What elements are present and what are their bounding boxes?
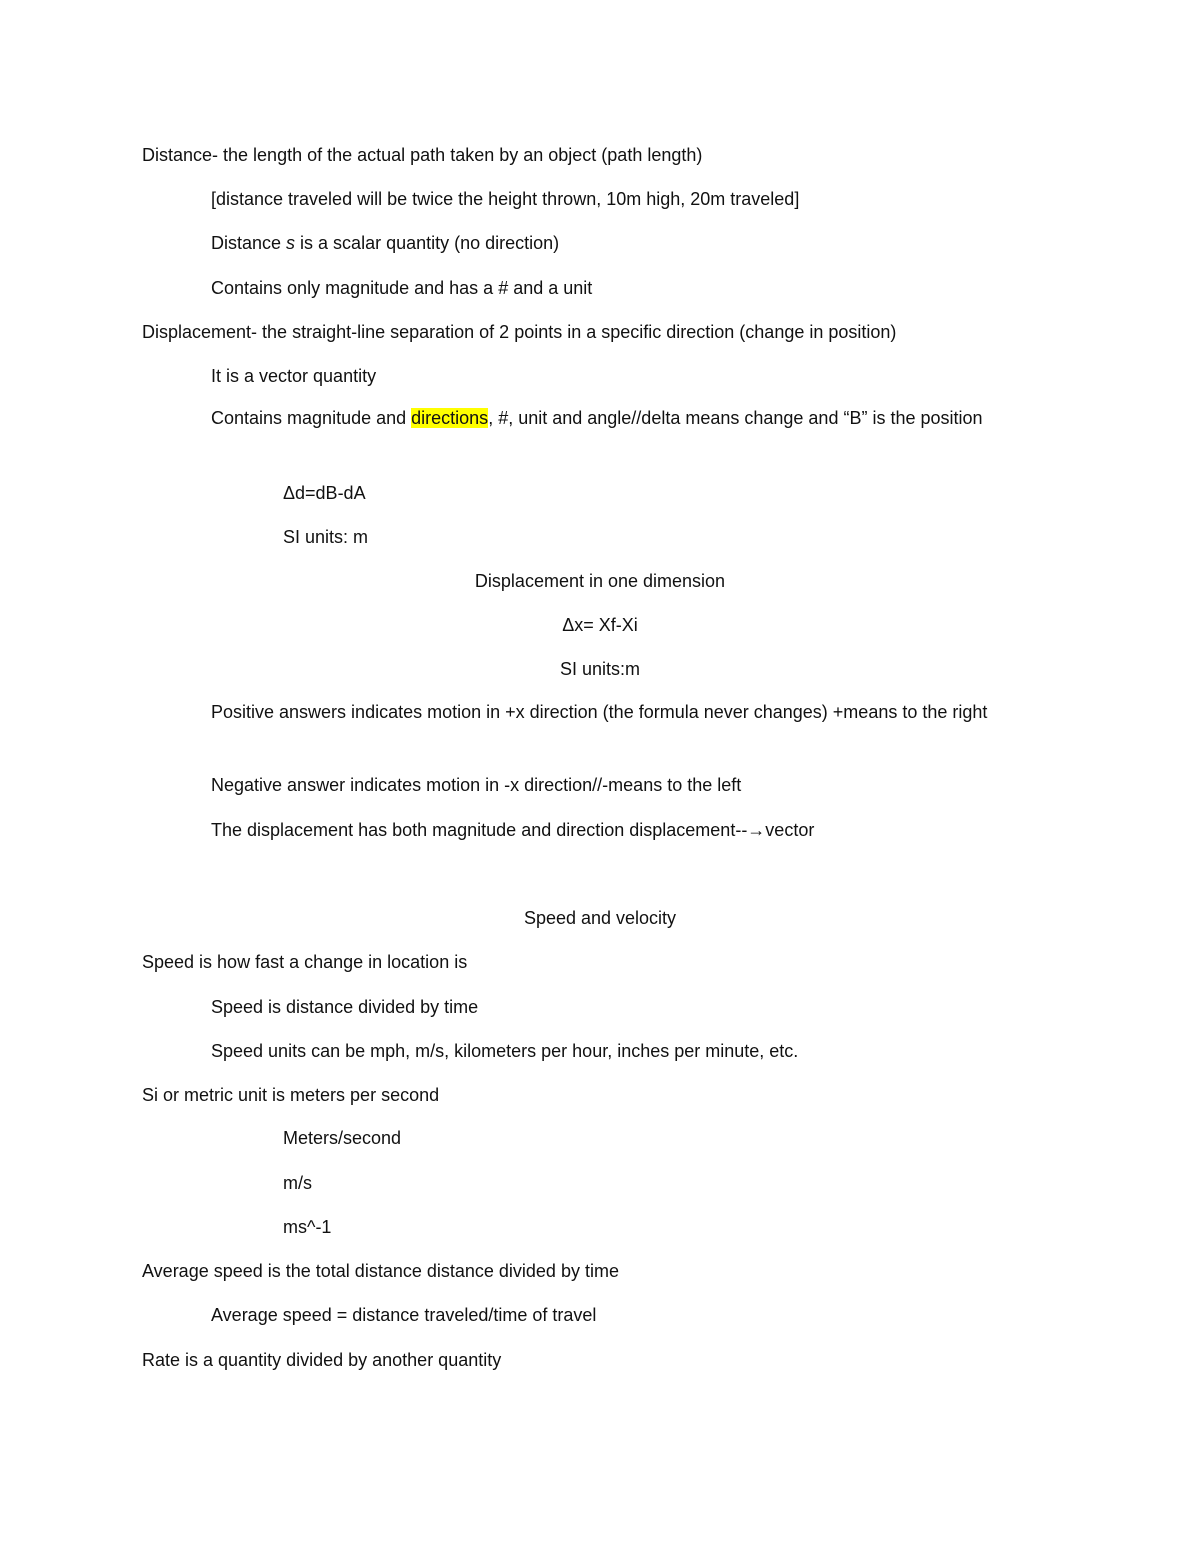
- positive-answer-note: Positive answers indicates motion in +x direction (the formula never changes) +means to the right: [211, 702, 988, 722]
- speed-formula-text: Speed is distance divided by time: [211, 997, 479, 1017]
- variable-s: s: [286, 233, 296, 253]
- unit-ms-1: ms^-1: [283, 1217, 332, 1237]
- delta-d-formula: Δd=dB-dA: [283, 483, 366, 503]
- delta-x-formula: Δx= Xf-Xi: [562, 615, 638, 635]
- displacement-contains: [142, 404, 1022, 433]
- speed-definition: Speed is how fast a change in location is: [142, 952, 468, 972]
- text-run: Contains magnitude and: [211, 408, 412, 428]
- text-run: , #, unit and angle//delta means change and “B” is the position: [488, 408, 983, 428]
- highlighted-word: directions: [411, 408, 489, 428]
- negative-answer-note: Negative answer indicates motion in -x direction//-means to the left: [211, 775, 742, 795]
- section-heading-displacement: Displacement in one dimension: [474, 571, 726, 591]
- distance-definition: Distance- the length of the actual path taken by an object (path length): [142, 145, 703, 165]
- distance-magnitude: Contains only magnitude and has a # and a unit: [211, 278, 593, 298]
- si-units-centered: SI units:m: [559, 659, 641, 679]
- text-run: Distance: [211, 233, 287, 253]
- si-metric-unit: Si or metric unit is meters per second: [142, 1085, 440, 1105]
- si-units-m: SI units: m: [283, 527, 369, 547]
- average-speed-definition: Average speed is the total distance distance divided by time: [142, 1261, 619, 1281]
- distance-scalar: [211, 232, 1111, 254]
- displacement-vector-note: The displacement has both magnitude and direction displacement--→vector: [211, 820, 815, 840]
- rate-definition: Rate is a quantity divided by another quantity: [142, 1350, 502, 1370]
- vector-quantity: It is a vector quantity: [211, 366, 377, 386]
- speed-units: Speed units can be mph, m/s, kilometers per hour, inches per minute, etc.: [211, 1041, 799, 1061]
- distance-example: [distance traveled will be twice the height thrown, 10m high, 20m traveled]: [211, 189, 800, 209]
- average-speed-formula: Average speed = distance traveled/time of travel: [211, 1305, 597, 1325]
- unit-m-s: m/s: [283, 1173, 312, 1193]
- unit-meters-second: Meters/second: [283, 1128, 402, 1148]
- displacement-definition: Displacement- the straight-line separation of 2 points in a specific direction (change in position): [142, 322, 897, 342]
- section-heading-speed: Speed and velocity: [523, 908, 677, 928]
- text-run: is a scalar quantity (no direction): [295, 233, 560, 253]
